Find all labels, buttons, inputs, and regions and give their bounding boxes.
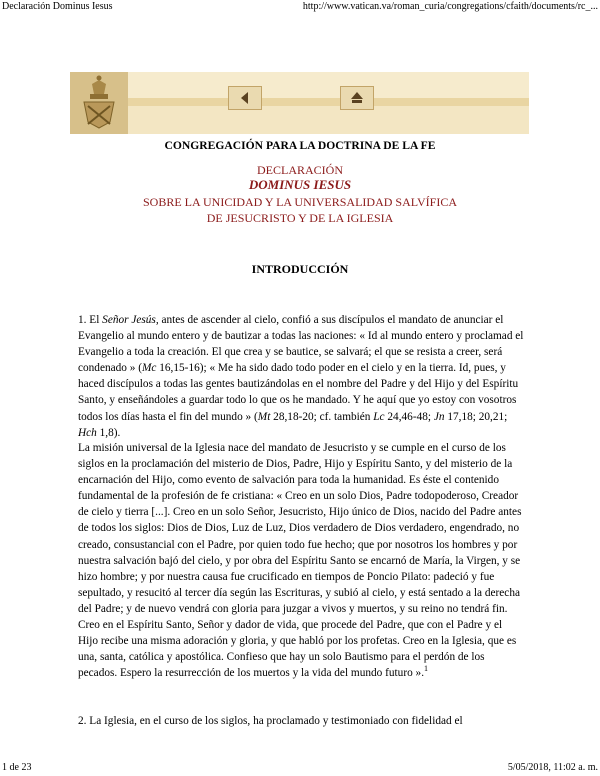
up-button[interactable] xyxy=(340,86,374,110)
print-footer-page: 1 de 23 xyxy=(2,762,32,773)
paragraph-3: 2. La Iglesia, en el curso de los siglos, ha proclamado y testimoniado con fidelidad el xyxy=(78,715,463,727)
subtitle-line-2: DE JESUCRISTO Y DE LA IGLESIA xyxy=(206,211,394,225)
congregation-title: CONGREGACIÓN PARA LA DOCTRINA DE LA FE xyxy=(164,139,436,152)
arrow-left-icon xyxy=(237,90,253,106)
print-footer-datetime: 5/05/2018, 11:02 a. m. xyxy=(507,762,598,773)
back-button[interactable] xyxy=(228,86,262,110)
print-header-title: Declaración Dominus Iesus xyxy=(2,1,113,12)
paragraph-1: 1. El Señor Jesús, antes de ascender al cielo, confió a sus discípulos el mandato de anunciar el Evangelio al mundo entero y de bautizar a todas las naciones: « Id al mundo entero y proclamad el Evangelio a toda la creación. El que crea y se bautice, se salvará; el que se resista a creer, será condenado » (Mc 16,15-16); « Me ha sido dado todo poder en el cielo y en la tierra. Id, pues, y haced discípulos a todas las gentes bautizándolas en el nombre del Padre y del Hijo y del Espíritu Santo, y enseñándoles a guardar todo lo que os he mandado. Y he aquí que yo estoy con vosotros todos los días hasta el fin del mundo » (Mt 28,18-20; cf. también Lc 24,46-48; Jn 17,18; 20,21; Hch 1,8). xyxy=(78,314,524,439)
document-name: DOMINUS IESUS xyxy=(248,177,352,192)
vatican-banner xyxy=(70,72,529,134)
print-header-url: http://www.vatican.va/roman_curia/congregations/cfaith/documents/rc_... xyxy=(302,1,598,12)
papal-crest-icon xyxy=(70,72,128,134)
document-subtitle xyxy=(0,194,600,226)
paragraph-2: La misión universal de la Iglesia nace del mandato de Jesucristo y se cumple en el curso de los siglos en la proclamación del misterio de Dios, Padre, Hijo y Espíritu Santo, y del misterio de la encarnación del Hijo, como evento de salvación para toda la humanidad. Es éste el contenido fundamental de la profesión de fe cristiana: « Creo en un solo Dios, Padre todopoderoso, Creador de cielo y tierra [...]. Creo en un solo Señor, Jesucristo, Hijo único de Dios, nacido del Padre antes de todos los siglos: Dios de Dios, Luz de Luz, Dios verdadero de Dios verdadero, engendrado, no creado, consustancial con el Padre, por quien todo fue hecho; que por nosotros los hombres y por nuestra salvación bajó del cielo, y por obra del Espíritu Santo se encarnó de María, la Virgen, y se hizo hombre; y por nuestra causa fue crucificado en tiempos de Poncio Pilato: padeció y fue sepultado, y resucitó al tercer día según las Escrituras, y subió al cielo, y está sentado a la derecha del Padre; y de nuevo vendrá con gloria para juzgar a vivos y muertos, y su reino no tendrá fin. Creo en el Espíritu Santo, Señor y dador de vida, que procede del Padre, que con el Padre y el Hijo recibe una misma adoración y gloria, y que habló por los profetas. Creo en la Iglesia, que es una, santa, católica y apostólica. Confieso que hay un solo Bautismo para el perdón de los pecados. Espero la resurrección de los muertos y la vida del mundo futuro ».$^1$ xyxy=(78,442,522,680)
arrow-up-icon xyxy=(349,90,365,106)
declaration-label: DECLARACIÓN xyxy=(257,163,343,177)
subtitle-line-1: SOBRE LA UNICIDAD Y LA UNIVERSALIDAD SALVÍFICA xyxy=(142,195,457,209)
section-heading: INTRODUCCIÓN xyxy=(251,262,349,276)
footnote-link[interactable]: 1 xyxy=(424,664,429,674)
